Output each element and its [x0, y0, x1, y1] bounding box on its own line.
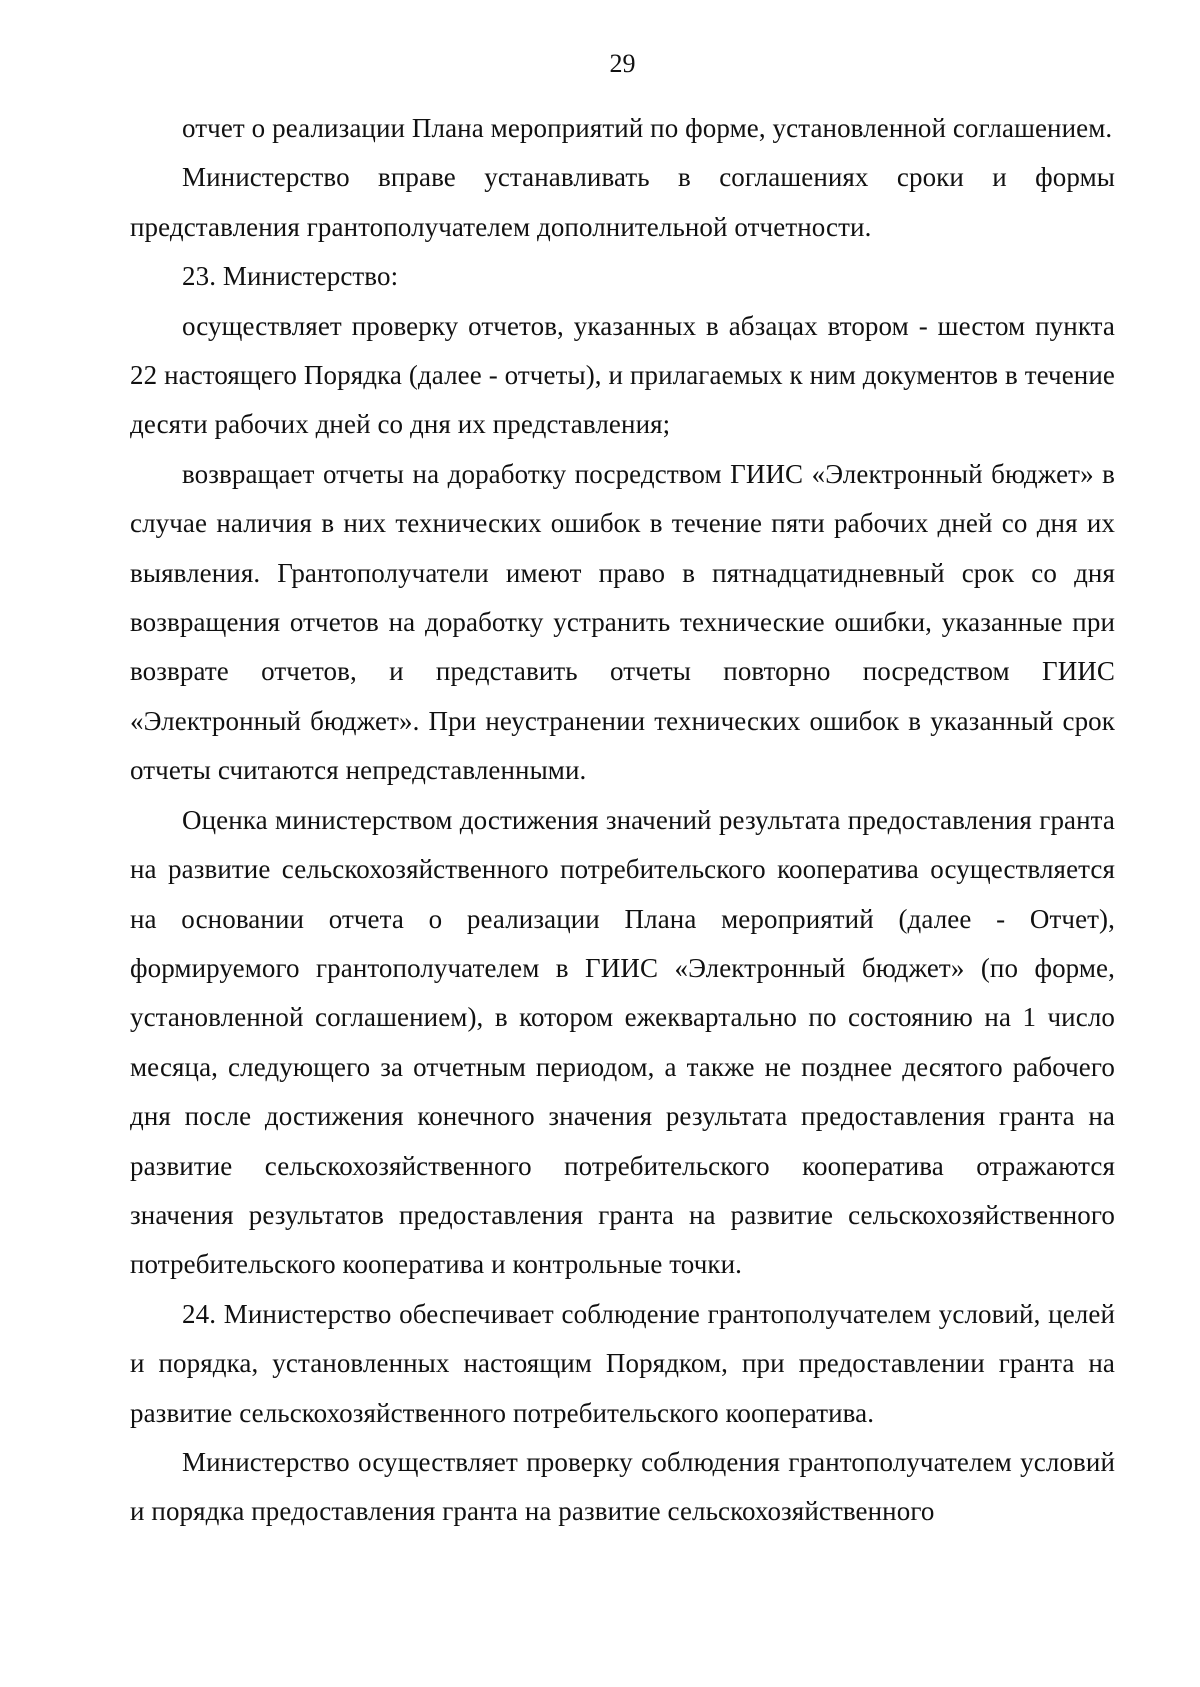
paragraph-item-23: 23. Министерство:: [182, 261, 399, 292]
paragraph-check-reports: осуществляет проверку отчетов, указанных в абзацах втором - шестом пункта 22 настоящего Порядка (далее - отчеты), и прилагаемых к ним документов в течение десяти рабочих дней со дня их представления;: [130, 310, 1115, 440]
paragraph-compliance-check: Министерство осуществляет проверку соблюдения грантополучателем условий и порядка предоставления гранта на развитие сельскохозяйственного: [130, 1446, 1115, 1527]
page-number: 29: [609, 49, 636, 78]
paragraph-report-form: отчет о реализации Плана мероприятий по форме, установленной соглашением.: [182, 113, 1113, 143]
paragraph-item-24: 24. Министерство обеспечивает соблюдение грантополучателем условий, целей и порядка, установленных настоящим Порядком, при предоставлении гранта на развитие сельскохозяйственного потребительского кооператива.: [130, 1298, 1115, 1428]
paragraph-evaluation: Оценка министерством достижения значений результата предоставления гранта на развитие сельскохозяйственного потребительского кооператива осуществляется на основании отчета о реализации Плана мероприятий (далее - Отчет), формируемого грантополучателем в ГИИС «Электронный бюджет» (по форме, установленной соглашением), в котором ежеквартально по состоянию на 1 число месяца, следующего за отчетным периодом, а также не позднее десятого рабочего дня после достижения конечного значения результата предоставления гранта на развитие сельскохозяйственного потребительского кооператива отражаются значения результатов предоставления гранта на развитие сельскохозяйственного потребительского кооператива и контрольные точки.: [130, 804, 1115, 1280]
document-body: [130, 104, 1115, 1537]
paragraph-ministry-right: Министерство вправе устанавливать в соглашениях сроки и формы представления грантополучателем дополнительной отчетности.: [130, 162, 1115, 242]
paragraph-return-reports: возвращает отчеты на доработку посредством ГИИС «Электронный бюджет» в случае наличия в них технических ошибок в течение пяти рабочих дней со дня их выявления. Грантополучатели имеют право в пятнадцатидневный срок со дня возвращения отчетов на доработку устранить технические ошибки, указанные при возврате отчетов, и представить отчеты повторно посредством ГИИС «Электронный бюджет». При неустранении технических ошибок в указанный срок отчеты считаются непредставленными.: [130, 458, 1115, 786]
